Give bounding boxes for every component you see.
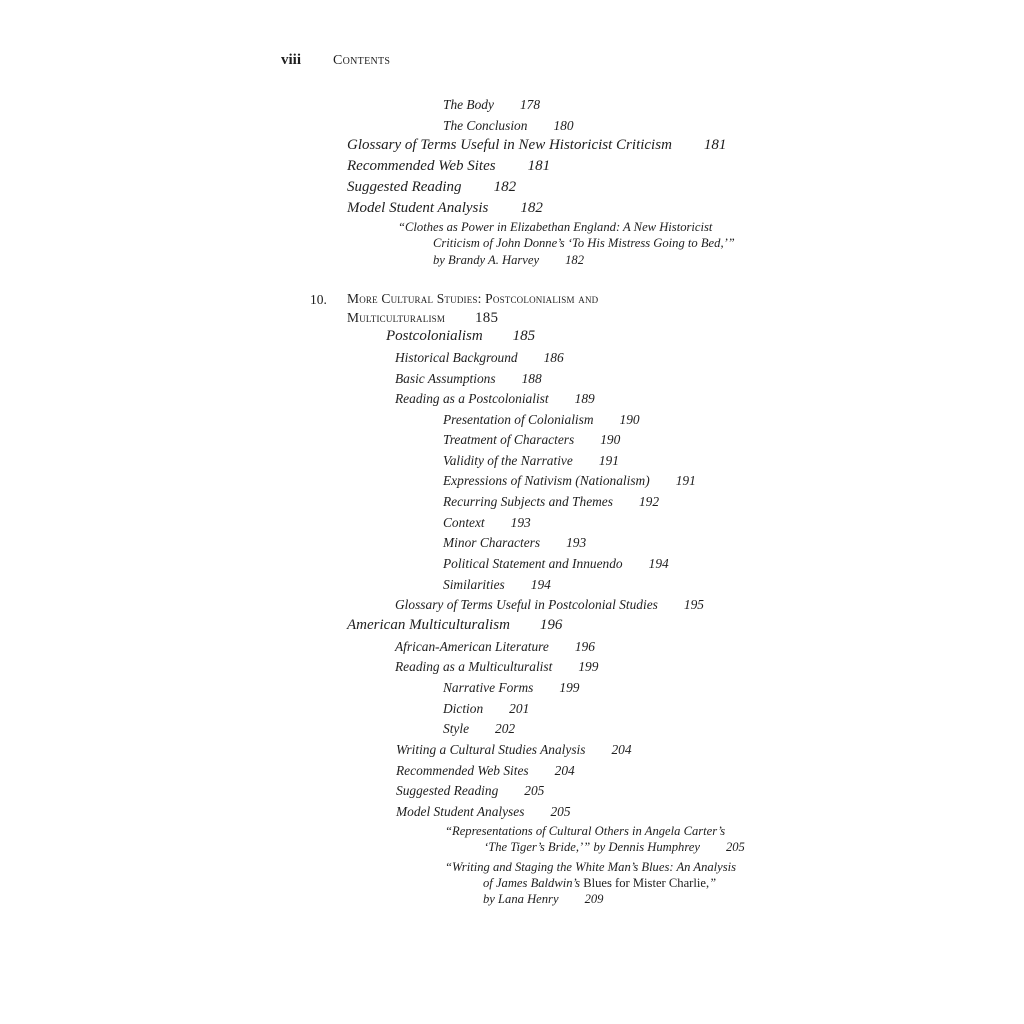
toc-entry-page: 194 — [648, 556, 669, 571]
toc-entry-title: Political Statement and Innuendo — [443, 556, 623, 571]
toc-entry-page: 194 — [530, 577, 551, 592]
toc-entry[interactable] — [443, 494, 659, 510]
toc-entry-page: 205 — [550, 804, 571, 819]
toc-entry-title: African-American Literature — [395, 639, 549, 654]
toc-entry[interactable] — [443, 556, 669, 572]
toc-entry[interactable] — [443, 432, 620, 448]
toc-entry[interactable] — [443, 535, 586, 551]
toc-entry[interactable] — [443, 680, 579, 696]
toc-entry[interactable] — [443, 701, 529, 717]
toc-entry-page: 196 — [539, 617, 563, 633]
toc-entry-title: American Multiculturalism — [347, 617, 510, 633]
toc-entry-title: Presentation of Colonialism — [443, 412, 594, 427]
toc-section[interactable] — [347, 617, 562, 634]
chapter-title[interactable]: More Cultural Studies: Postcolonialism and — [347, 291, 599, 306]
toc-entry[interactable] — [443, 118, 574, 134]
toc-entry[interactable] — [443, 97, 540, 113]
toc-entry-page: 180 — [553, 118, 574, 133]
citation-author: ‘The Tiger’s Bride,’” by Dennis Humphrey — [484, 840, 700, 854]
toc-entry[interactable] — [396, 804, 571, 820]
toc-entry[interactable] — [443, 515, 531, 531]
toc-entry-page: 190 — [600, 432, 621, 447]
citation-author: by Brandy A. Harvey — [433, 253, 540, 267]
chapter-number: 10. — [310, 292, 327, 307]
citation-line: “Representations of Cultural Others in Angela Carter’s — [445, 824, 726, 838]
toc-entry-page: 188 — [521, 371, 542, 386]
toc-entry-title: Historical Background — [395, 350, 518, 365]
citation-page: 209 — [584, 892, 604, 906]
toc-entry-page: 181 — [527, 158, 551, 174]
citation-line: “Clothes as Power in Elizabethan England: A New Historicist — [398, 220, 713, 234]
toc-entry-title: Model Student Analyses — [396, 804, 525, 819]
citation-page: 182 — [565, 253, 584, 267]
toc-entry-page: 189 — [574, 391, 595, 406]
toc-entry[interactable] — [395, 639, 595, 655]
toc-entry-title: Writing a Cultural Studies Analysis — [396, 742, 586, 757]
toc-entry-title: Postcolonialism — [386, 328, 483, 344]
chapter-title-cont[interactable] — [347, 310, 498, 327]
citation-author: by Lana Henry — [483, 892, 559, 906]
toc-entry-page: 201 — [509, 701, 530, 716]
toc-entry-title: Model Student Analysis — [347, 200, 489, 216]
toc-entry[interactable] — [347, 179, 516, 196]
citation-text: of James Baldwin’s — [483, 876, 581, 890]
toc-entry-page: 193 — [510, 515, 531, 530]
toc-entry[interactable] — [395, 659, 598, 675]
citation-line — [483, 876, 716, 891]
toc-entry-page: 178 — [519, 97, 541, 112]
toc-entry-title: Basic Assumptions — [395, 371, 496, 386]
toc-entry-page: 204 — [611, 742, 632, 757]
toc-entry-title: Reading as a Postcolonialist — [395, 391, 549, 406]
toc-entry-title: Minor Characters — [443, 535, 541, 550]
toc-entry-title: Recommended Web Sites — [396, 763, 529, 778]
toc-entry-title: Glossary of Terms Useful in New Historicist Criticism — [347, 137, 672, 153]
toc-entry-page: 186 — [543, 350, 564, 365]
toc-entry-title: Glossary of Terms Useful in Postcolonial Studies — [395, 597, 658, 612]
citation-line: “Writing and Staging the White Man’s Blues: An Analysis — [445, 860, 737, 874]
toc-entry-title: The Body — [443, 97, 494, 112]
toc-entry-title: Context — [443, 515, 485, 530]
toc-entry[interactable] — [443, 412, 640, 428]
citation-text: ” — [709, 876, 717, 890]
citation-entry[interactable] — [433, 253, 584, 268]
citation-page: 205 — [725, 840, 745, 854]
toc-entry[interactable] — [396, 783, 544, 799]
toc-entry-page: 190 — [619, 412, 640, 427]
toc-entry-title: Recurring Subjects and Themes — [443, 494, 613, 509]
toc-entry[interactable] — [395, 597, 704, 613]
toc-entry[interactable] — [347, 158, 550, 175]
toc-entry-page: 182 — [520, 200, 543, 216]
toc-section[interactable] — [386, 328, 535, 345]
toc-entry-page: 193 — [566, 535, 587, 550]
toc-entry-title: Treatment of Characters — [443, 432, 575, 447]
running-title: Contents — [333, 53, 391, 68]
toc-entry-page: 185 — [512, 328, 536, 344]
toc-entry-page: 191 — [675, 473, 696, 488]
toc-entry[interactable] — [347, 137, 726, 154]
toc-entry[interactable] — [395, 350, 564, 366]
toc-entry[interactable] — [396, 763, 575, 779]
toc-entry-title: The Conclusion — [443, 118, 528, 133]
toc-entry-page: 202 — [495, 721, 516, 736]
toc-entry-title: Similarities — [443, 577, 505, 592]
toc-entry[interactable] — [443, 473, 696, 489]
toc-entry[interactable] — [443, 721, 515, 737]
page-number: viii — [281, 52, 302, 68]
toc-entry-title: Validity of the Narrative — [443, 453, 573, 468]
toc-entry-title: Suggested Reading — [347, 179, 462, 195]
chapter-page: 185 — [475, 310, 499, 326]
toc-entry-page: 205 — [524, 783, 545, 798]
cited-work-title: Blues for Mister Charlie, — [583, 876, 710, 890]
toc-entry[interactable] — [396, 742, 632, 758]
toc-entry-page: 191 — [598, 453, 619, 468]
toc-entry-title: Reading as a Multiculturalist — [395, 659, 553, 674]
toc-entry-title: Expressions of Nativism (Nationalism) — [443, 473, 650, 488]
toc-entry-page: 181 — [703, 137, 727, 153]
citation-entry[interactable] — [484, 840, 745, 855]
toc-entry-title: Narrative Forms — [443, 680, 534, 695]
toc-entry-title: Suggested Reading — [396, 783, 499, 798]
toc-entry[interactable] — [347, 200, 543, 217]
toc-entry-title: Diction — [443, 701, 484, 716]
citation-line: Criticism of John Donne’s ‘To His Mistress Going to Bed,’” — [433, 236, 735, 250]
toc-entry-page: 182 — [493, 179, 517, 195]
toc-entry-page: 199 — [559, 680, 580, 695]
citation-entry[interactable] — [483, 892, 603, 907]
toc-entry-title: Style — [443, 721, 470, 736]
toc-entry-title: Recommended Web Sites — [347, 158, 496, 174]
toc-entry[interactable] — [443, 453, 619, 469]
toc-entry[interactable] — [395, 391, 595, 407]
toc-entry[interactable] — [395, 371, 542, 387]
toc-entry-page: 192 — [638, 494, 660, 509]
toc-entry-page: 204 — [554, 763, 575, 778]
toc-entry-page: 195 — [683, 597, 704, 612]
chapter-title-line2: Multiculturalism — [347, 310, 446, 325]
toc-entry[interactable] — [443, 577, 551, 593]
toc-entry-page: 196 — [574, 639, 595, 654]
toc-entry-page: 199 — [578, 659, 599, 674]
